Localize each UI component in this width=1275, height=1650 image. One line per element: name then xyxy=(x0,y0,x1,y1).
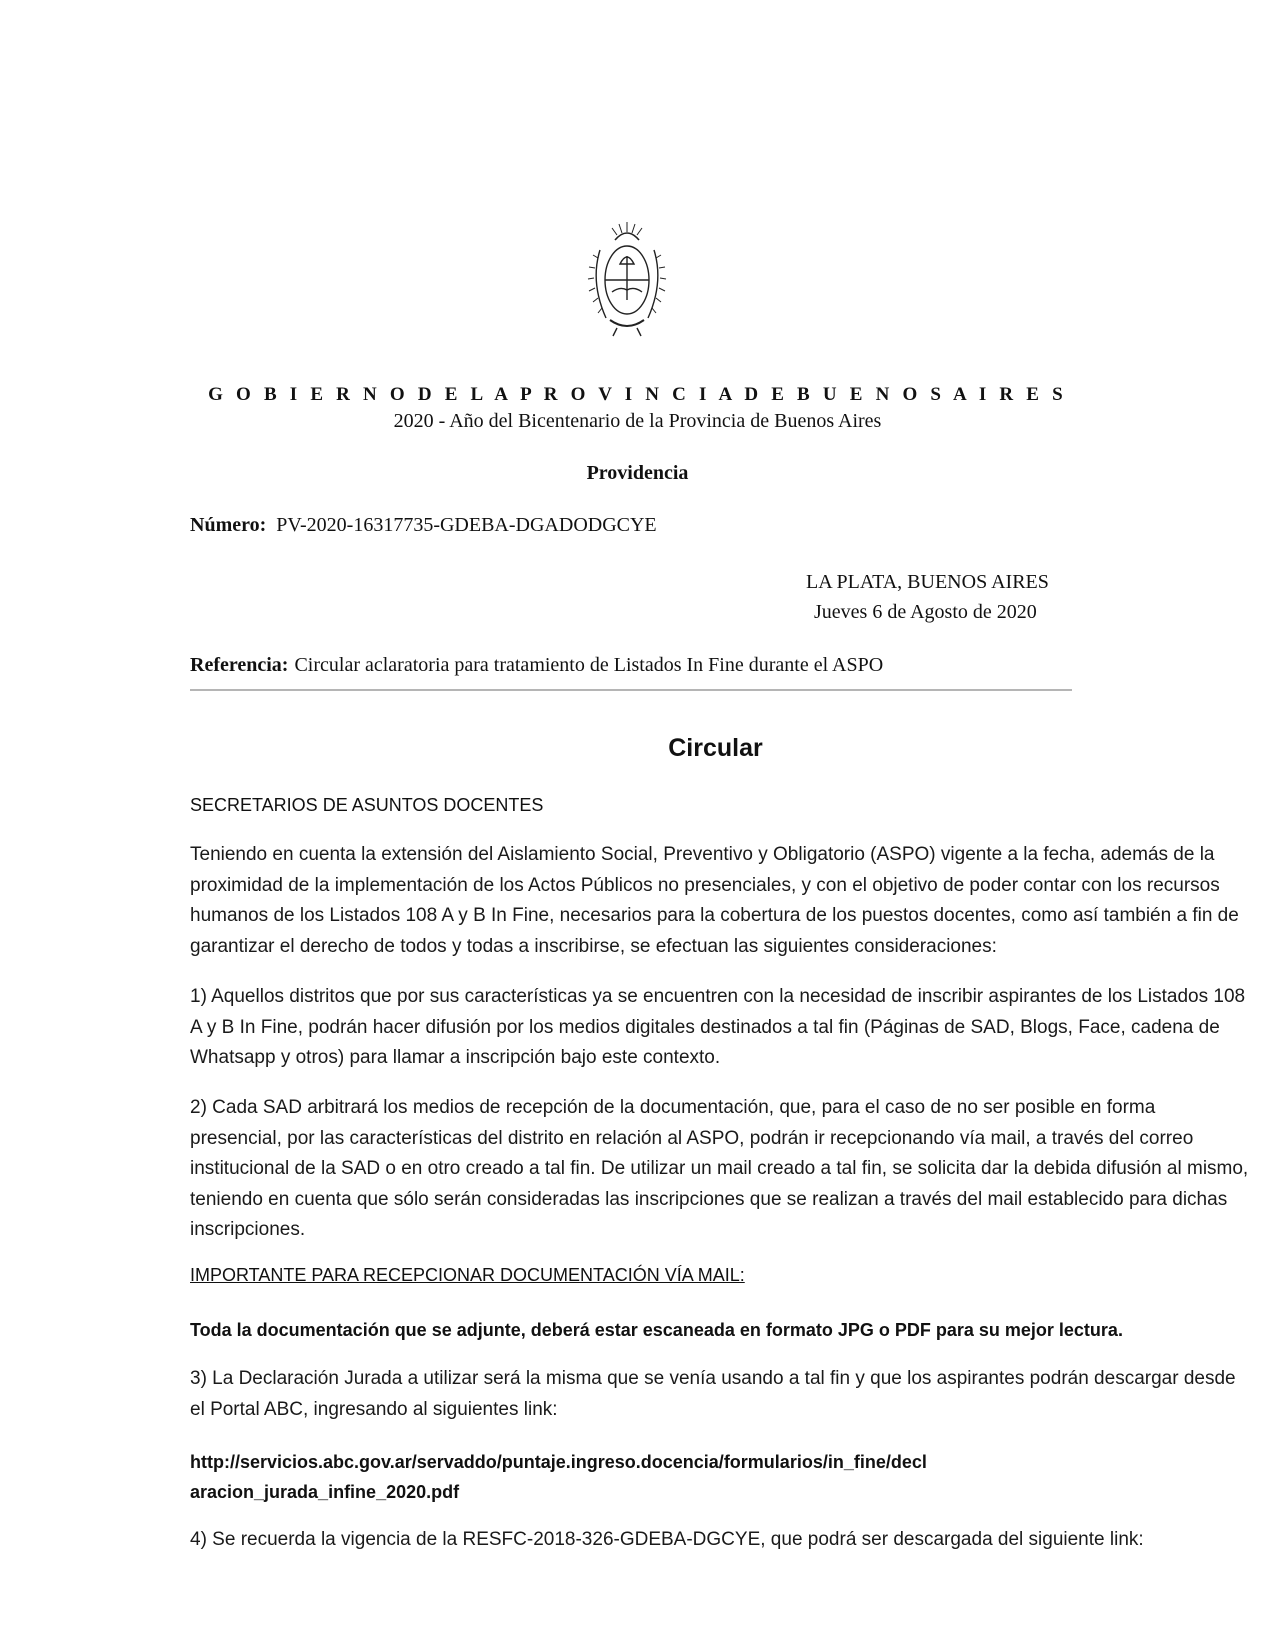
circular-title: Circular xyxy=(668,734,763,762)
government-heading: G O B I E R N O D E L A P R O V I N C I A D E B U E N O S A I R E S xyxy=(208,384,1067,405)
date-line: Jueves 6 de Agosto de 2020 xyxy=(814,601,1037,623)
year-motto: 2020 - Año del Bicentenario de la Provincia de Buenos Aires xyxy=(393,410,882,432)
link-line-2[interactable]: aracion_jurada_infine_2020.pdf xyxy=(190,1482,460,1502)
divider xyxy=(190,689,1072,691)
paragraph-3: 3) La Declaración Jurada a utilizar será la misma que se venía usando a tal fin y que los aspirantes podrán descargar desde el Portal ABC, ingresando al siguientes link: xyxy=(190,1368,1236,1420)
coat-of-arms-seal xyxy=(584,220,670,344)
paragraph-1: 1) Aquellos distritos que por sus características ya se encuentren con la necesidad de inscribir aspirantes de los Listados 108 A y B In Fine, podrán hacer difusión por los medios digitales destinados a tal fin (Páginas de SAD, Blogs, Face, cadena de Whatsapp y otros) para llamar a inscripción bajo este contexto. xyxy=(190,986,1246,1068)
reference-value: Circular aclaratoria para tratamiento de Listados In Fine durante el ASPO xyxy=(294,654,884,676)
paragraph-intro: Teniendo en cuenta la extensión del Aislamiento Social, Preventivo y Obligatorio (ASPO) vigente a la fecha, además de la proximidad de la implementación de los Actos Públicos no presenciales, y con el objetivo de poder contar con los recursos humanos de los Listados 108 A y B In Fine, necesarios para la cobertura de los puestos docentes, como así también a fin de garantizar el derecho de todos y todas a inscribirse, se efectuan las siguientes consideraciones: xyxy=(190,844,1239,957)
important-heading: IMPORTANTE PARA RECEPCIONAR DOCUMENTACIÓN VÍA MAIL: xyxy=(190,1265,745,1285)
reference-line xyxy=(190,654,883,677)
number-value: PV-2020-16317735-GDEBA-DGADODGCYE xyxy=(276,514,657,536)
number-label: Número: xyxy=(190,514,267,536)
reference-label: Referencia: xyxy=(190,654,289,676)
place-line: LA PLATA, BUENOS AIRES xyxy=(806,571,1049,593)
paragraph-2: 2) Cada SAD arbitrará los medios de recepción de la documentación, que, para el caso de no ser posible en forma presencial, por las características del distrito en relación al ASPO, podrán ir recepcionando vía mail, a través del correo institucional de la SAD o en otro creado a tal fin. De utilizar un mail creado a tal fin, se solicita dar la debida difusión al mismo, teniendo en cuenta que sólo serán consideradas las inscripciones que se realizan a través del mail establecido para dichas inscripciones. xyxy=(190,1097,1249,1240)
paragraph-4: 4) Se recuerda la vigencia de la RESFC-2018-326-GDEBA-DGCYE, que podrá ser descargada del siguiente link: xyxy=(190,1529,1144,1550)
declaration-link[interactable] xyxy=(190,1447,927,1507)
document-type: Providencia xyxy=(586,462,689,484)
link-line-1[interactable]: http://servicios.abc.gov.ar/servaddo/puntaje.ingreso.docencia/formularios/in_fine/decl xyxy=(190,1452,927,1472)
important-text: Toda la documentación que se adjunte, deberá estar escaneada en formato JPG o PDF para su mejor lectura. xyxy=(190,1320,1123,1340)
document-number xyxy=(190,514,657,537)
addressee: SECRETARIOS DE ASUNTOS DOCENTES xyxy=(190,795,544,815)
